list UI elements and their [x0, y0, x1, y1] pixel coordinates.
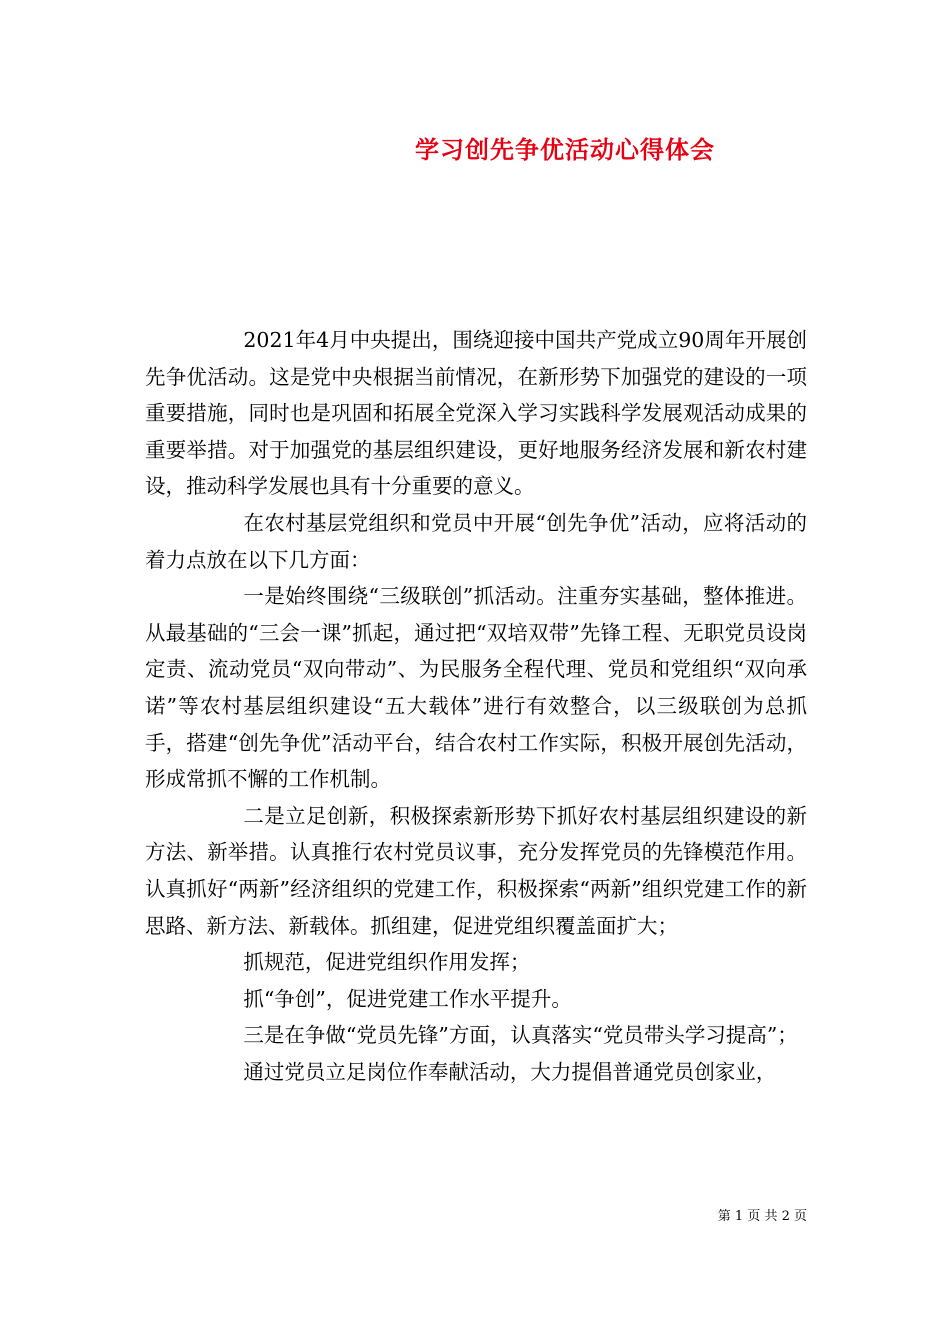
paragraph-point-two: 二是立足创新，积极探索新形势下抓好农村基层组织建设的新方法、新举措。认真推行农村党员议事，充分发挥党员的先锋模范作用。认真抓好“两新”经济组织的党建工作，积极探索“两新”组织党建工作的新思路、新方法、新载体。抓组建，促进党组织覆盖面扩大； — [145, 803, 807, 938]
document-title: 学习创先争优活动心得体会 — [415, 135, 715, 164]
paragraph-contribution: 通过党员立足岗位作奉献活动，大力提倡普通党员创家业， — [243, 1059, 777, 1084]
paragraph-point-one: 一是始终围绕“三级联创”抓活动。注重夯实基础，整体推进。从最基础的“三会一课”抓起，通过把“双培双带”先锋工程、无职党员设岗定责、流动党员“双向带动”、为民服务全程代理、党员和党组织“双向承诺”等农村基层组织建设“五大载体”进行有效整合，以三级联创为总抓手，搭建“创先争优”活动平台，结合农村工作实际，积极开展创先活动，形成常抓不懈的工作机制。 — [145, 584, 807, 792]
paragraph-item-compete: 抓“争创”，促进党建工作水平提升。 — [243, 986, 572, 1011]
page-number: 第 1 页 共 2 页 — [717, 1209, 807, 1224]
document-body — [145, 322, 807, 1090]
paragraph-item-standardize: 抓规范，促进党组织作用发挥； — [243, 950, 531, 975]
paragraph-intro: 2021年4月中央提出，围绕迎接中国共产党成立90周年开展创先争优活动。这是党中央根据当前情况，在新形势下加强党的建设的一项重要措施，同时也是巩固和拓展全党深入学习实践科学发展观活动成果的重要举措。对于加强党的基层组织建设，更好地服务经济发展和新农村建设，推动科学发展也具有十分重要的意义。 — [145, 328, 807, 499]
paragraph-point-three: 三是在争做“党员先锋”方面，认真落实“党员带头学习提高”； — [243, 1023, 798, 1048]
paragraph-focus-points: 在农村基层党组织和党员中开展“创先争优”活动，应将活动的着力点放在以下几方面： — [145, 510, 807, 572]
